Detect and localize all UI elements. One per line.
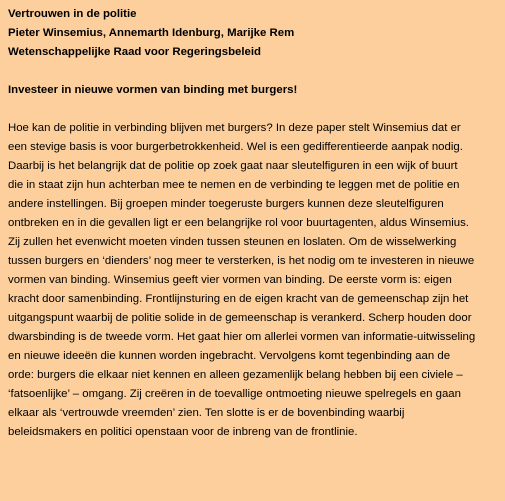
body-line: Zij zullen het evenwicht moeten vinden tussen steunen en loslaten. Om de wisselwerking: [8, 236, 457, 248]
body-line: tussen burgers en ‘dienders’ nog meer te versterken, is het nodig om te investeren in nieuwe: [8, 255, 475, 267]
body-line: dwarsbinding is de tweede vorm. Het gaat hier om allerlei vormen van informatie-uitwisseling: [8, 331, 476, 343]
body-line: elkaar als ‘vertrouwde vreemden’ zien. Ten slotte is er de bovenbinding waarbij: [8, 407, 405, 419]
document-title: Vertrouwen in de politie: [8, 8, 137, 20]
body-paragraph: [8, 119, 497, 442]
body-line: een stevige basis is voor burgerbetrokkenheid. Wel is een gedifferentieerde aanpak nodig.: [8, 141, 463, 153]
document-organization: Wetenschappelijke Raad voor Regeringsbeleid: [8, 46, 261, 58]
body-line: die in staat zijn hun achterban mee te nemen en de verbinding te leggen met de politie en: [8, 179, 460, 191]
document-authors: Pieter Winsemius, Annemarth Idenburg, Marijke Rem: [8, 27, 295, 39]
body-line: vormen van binding. Winsemius geeft vier vormen van binding. De eerste vorm is: eigen: [8, 274, 452, 286]
body-line: Hoe kan de politie in verbinding blijven met burgers? In deze paper stelt Winsemius dat er: [8, 122, 461, 134]
body-line: ontbreken en in die gevallen ligt er een belangrijke rol voor buurtagenten, aldus Winsemius.: [8, 217, 469, 229]
body-line: uitgangspunt waarbij de politie solide in de gemeenschap is verankerd. Scherp houden door: [8, 312, 472, 324]
body-line: andere instellingen. Bij groepen minder toegeruste burgers kunnen deze sleutelfiguren: [8, 198, 444, 210]
body-line: beleidsmakers en politici openstaan voor de inbreng van de frontlinie.: [8, 426, 358, 438]
body-line: kracht door samenbinding. Frontlijnsturing en de eigen kracht van de gemeenschap zijn het: [8, 293, 469, 305]
section-heading: Investeer in nieuwe vormen van binding met burgers!: [8, 84, 298, 96]
body-line: Daarbij is het belangrijk dat de politie op zoek gaat naar sleutelfiguren in een wijk of buurt: [8, 160, 458, 172]
body-line: en nieuwe ideeën die kunnen worden ingebracht. Vervolgens komt tegenbinding aan de: [8, 350, 451, 362]
spacer: [8, 62, 497, 81]
body-line: ‘fatsoenlijke’ – omgang. Zij creëren in de toevallige ontmoeting nieuwe spelregels en gaan: [8, 388, 461, 400]
body-line: orde: burgers die elkaar niet kennen en alleen gezamenlijk belang hebben bij een civiele –: [8, 369, 463, 381]
